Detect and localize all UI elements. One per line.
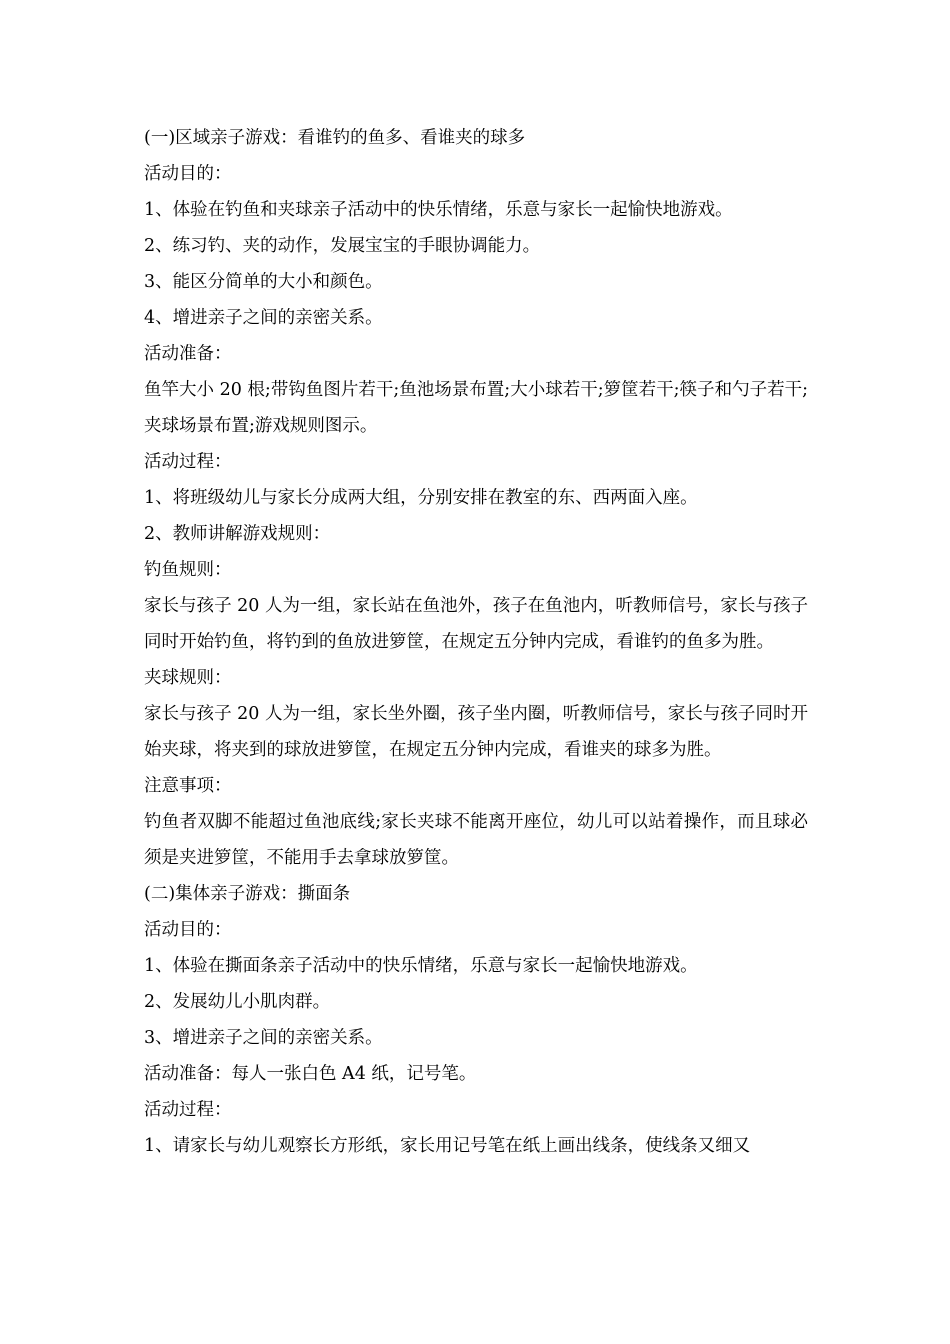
subheading-goals-1: 活动目的： — [144, 164, 232, 184]
process-item: 1、将班级幼儿与家长分成两大组，分别安排在教室的东、西两面入座。 — [144, 488, 698, 508]
goal-item: 1、体验在撕面条亲子活动中的快乐情绪，乐意与家长一起愉快地游戏。 — [144, 956, 698, 976]
subheading-goals-2: 活动目的： — [144, 920, 232, 940]
subheading-fishing-rules: 钓鱼规则： — [144, 560, 232, 580]
process-item: 2、教师讲解游戏规则： — [144, 524, 331, 544]
subheading-ball-rules: 夹球规则： — [144, 668, 232, 688]
subheading-notes: 注意事项： — [144, 776, 232, 796]
notes-text: 钓鱼者双脚不能超过鱼池底线;家长夹球不能离开座位，幼儿可以站着操作，而且球必须是夹进箩筐，不能用手去拿球放箩筐。 — [144, 812, 808, 868]
ball-rules-text: 家长与孩子 20 人为一组，家长坐外圈，孩子坐内圈，听教师信号，家长与孩子同时开始夹球，将夹到的球放进箩筐，在规定五分钟内完成，看谁夹的球多为胜。 — [144, 704, 808, 760]
subheading-process-2: 活动过程： — [144, 1100, 232, 1120]
document-body — [144, 120, 808, 1164]
fishing-rules-text: 家长与孩子 20 人为一组，家长站在鱼池外，孩子在鱼池内，听教师信号，家长与孩子同时开始钓鱼，将钓到的鱼放进箩筐，在规定五分钟内完成，看谁钓的鱼多为胜。 — [144, 596, 808, 652]
preparation-text: 鱼竿大小 20 根;带钩鱼图片若干;鱼池场景布置;大小球若干;箩筐若干;筷子和勺子若干;夹球场景布置;游戏规则图示。 — [144, 380, 808, 436]
subheading-preparation-1: 活动准备： — [144, 344, 232, 364]
subheading-process-1: 活动过程： — [144, 452, 232, 472]
section-heading-1: (一)区域亲子游戏：看谁钓的鱼多、看谁夹的球多 — [144, 128, 526, 148]
goal-item: 2、发展幼儿小肌肉群。 — [144, 992, 331, 1012]
process-item: 1、请家长与幼儿观察长方形纸，家长用记号笔在纸上画出线条，使线条又细又 — [144, 1136, 751, 1156]
goal-item: 3、增进亲子之间的亲密关系。 — [144, 1028, 383, 1048]
goal-item: 1、体验在钓鱼和夹球亲子活动中的快乐情绪，乐意与家长一起愉快地游戏。 — [144, 200, 733, 220]
goal-item: 2、练习钓、夹的动作，发展宝宝的手眼协调能力。 — [144, 236, 541, 256]
preparation-line-2: 活动准备：每人一张白色 A4 纸，记号笔。 — [144, 1064, 477, 1084]
goal-item: 4、增进亲子之间的亲密关系。 — [144, 308, 383, 328]
goal-item: 3、能区分简单的大小和颜色。 — [144, 272, 383, 292]
section-heading-2: (二)集体亲子游戏：撕面条 — [144, 884, 351, 904]
